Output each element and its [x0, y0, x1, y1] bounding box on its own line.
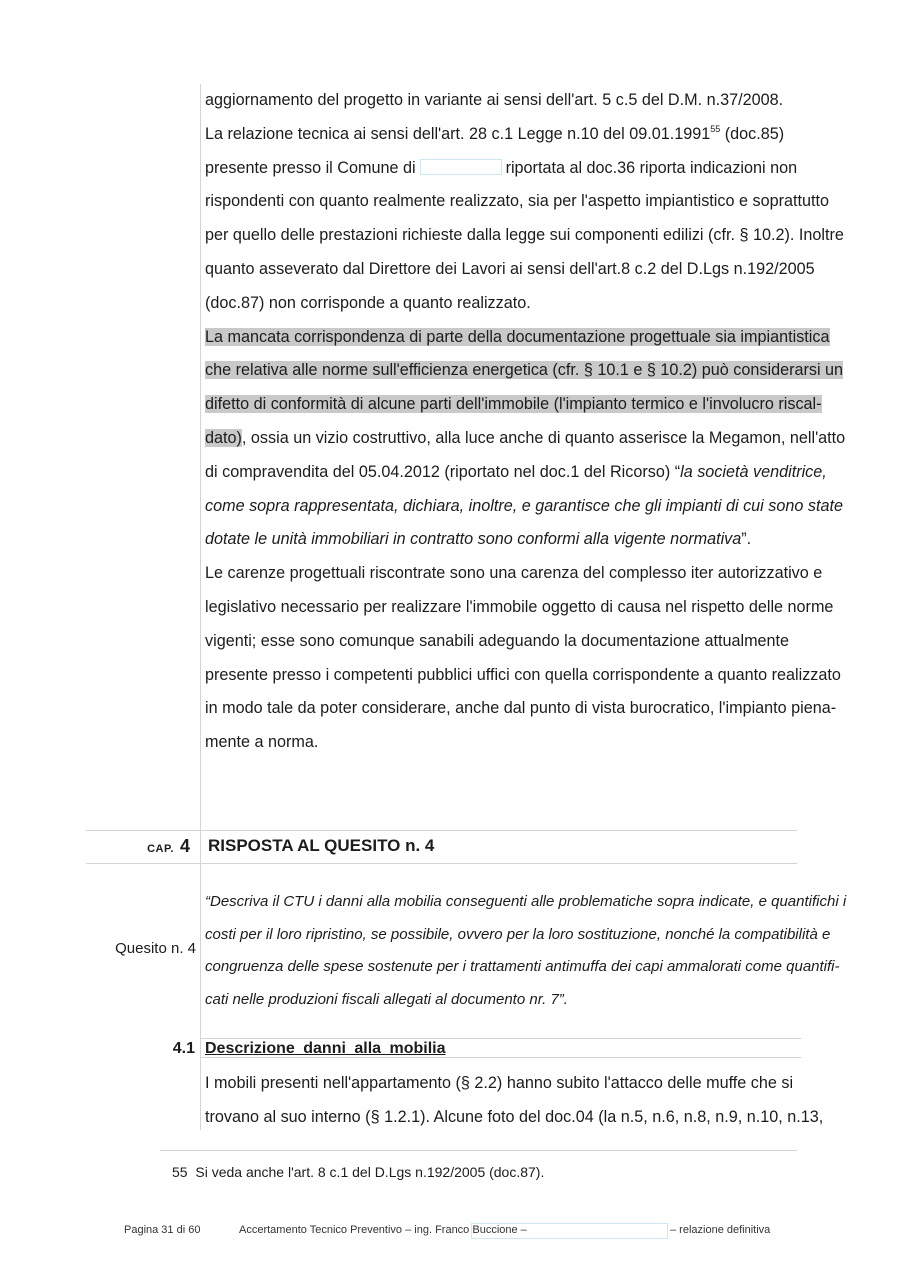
- section-paragraph: [205, 1067, 824, 1135]
- text-line: mente a norma.: [205, 733, 319, 752]
- text-line: [205, 456, 827, 490]
- quoted-text: la società venditrice,: [680, 462, 827, 481]
- text-line: rispondenti con quanto realmente realizzato, sia per l'aspetto impiantistico e soprattutto: [205, 192, 829, 211]
- quoted-text: dotate le unità immobiliari in contratto sono conformi alla vigente normativa: [205, 530, 742, 549]
- chapter-rule-bottom: [86, 863, 797, 864]
- footnote: [172, 1164, 544, 1180]
- text-line: I mobili presenti nell'appartamento (§ 2.2) hanno subito l'attacco delle muffe che si: [205, 1074, 794, 1092]
- section-rule-top: [200, 1038, 801, 1039]
- quesito-line: cati nelle produzioni fiscali allegati al documento nr. 7”.: [205, 990, 568, 1008]
- chapter-title: RISPOSTA AL QUESITO n. 4: [208, 836, 435, 855]
- text-line: [205, 388, 822, 422]
- footnote-separator: [160, 1150, 797, 1151]
- highlighted-text: La mancata corrispondenza di parte della documentazione progettuale sia impiantistica: [205, 327, 830, 346]
- quesito-line: congruenza delle spese sostenute per i trattamenti antimuffa dei capi ammalorati come quantifi-: [205, 958, 840, 975]
- footer-suffix: – relazione definitiva: [670, 1224, 771, 1236]
- text-line: (doc.87) non corrisponde a quanto realizzato.: [205, 293, 531, 312]
- text-line: [205, 152, 797, 186]
- text-segment: riportata al doc.36 riporta indicazioni non: [505, 158, 798, 177]
- text-line: [205, 523, 797, 557]
- chapter-prefix: CAP.: [147, 843, 174, 855]
- footnote-text: Si veda anche l'art. 8 c.1 del D.Lgs n.192/2005 (doc.87).: [195, 1164, 545, 1180]
- quoted-text-line: come sopra rappresentata, dichiara, inoltre, e garantisce che gli impianti di cui sono state: [205, 496, 843, 515]
- section-number: 4.1: [172, 1040, 195, 1057]
- redacted-field: [420, 159, 502, 175]
- footnote-number: 55: [172, 1164, 188, 1180]
- text-line: trovano al suo interno (§ 1.2.1). Alcune foto del doc.04 (la n.5, n.6, n.8, n.9, n.10, n.13,: [205, 1107, 824, 1126]
- text-line: [205, 422, 846, 456]
- quesito-text: [205, 886, 847, 1016]
- margin-rule: [200, 84, 201, 1130]
- text-line: [205, 354, 844, 388]
- text-line: quanto asseverato dal Direttore dei Lavori ai sensi dell'art.8 c.2 del D.Lgs n.192/2005: [205, 259, 815, 278]
- text-line: presente presso i competenti pubblici uffici con quella corrispondente a quanto realizzato: [205, 665, 841, 684]
- footer-page-number: Pagina 31 di 60: [124, 1224, 201, 1236]
- footer-title: Accertamento Tecnico Preventivo – ing. Franco Buccione –: [239, 1224, 527, 1236]
- text-line: Le carenze progettuali riscontrate sono una carenza del complesso iter autorizzativo e: [205, 564, 823, 583]
- footer-redacted-field: [471, 1223, 668, 1239]
- text-segment: di compravendita del 05.04.2012 (riportato nel doc.1 del Ricorso) “: [205, 462, 681, 481]
- text-line: [205, 321, 830, 355]
- chapter-rule-top: [86, 830, 797, 831]
- text-segment: ”.: [741, 530, 752, 549]
- highlighted-text: difetto di conformità di alcune parti dell'immobile (l'impianto termico e l'involucro riscal-: [205, 395, 822, 414]
- highlighted-text: che relativa alle norme sull'efficienza energetica (cfr. § 10.1 e § 10.2) può considerarsi un: [205, 361, 844, 380]
- quesito-label: Quesito n. 4: [115, 940, 196, 957]
- text-line: vigenti; esse sono comunque sanabili adeguando la documentazione attualmente: [205, 631, 790, 650]
- text-line: per quello delle prestazioni richieste dalla legge sui componenti edilizi (cfr. § 10.2). Inoltre: [205, 226, 844, 245]
- text-line: [205, 118, 797, 152]
- quesito-line: costi per il loro ripristino, se possibile, ovvero per la loro sostituzione, nonché la compatibilità e: [205, 925, 831, 943]
- quesito-line: “Descriva il CTU i danni alla mobilia conseguenti alle problematiche sopra indicate, e quantifichi i: [205, 893, 847, 910]
- text-line: aggiornamento del progetto in variante ai sensi dell'art. 5 c.5 del D.M. n.37/2008.: [205, 91, 784, 109]
- text-line: in modo tale da poter considerare, anche dal punto di vista burocratico, l'impianto piena-: [205, 699, 837, 718]
- text-segment: (doc.85): [724, 124, 785, 143]
- chapter-label: [100, 836, 190, 857]
- text-segment: La relazione tecnica ai sensi dell'art. 28 c.1 Legge n.10 del 09.01.1991: [205, 124, 711, 143]
- footnote-ref: 55: [710, 123, 721, 134]
- text-line: legislativo necessario per realizzare l'immobile oggetto di causa nel rispetto delle norme: [205, 597, 834, 616]
- highlighted-text: dato): [205, 428, 242, 447]
- section-title: Descrizione danni alla mobilia: [205, 1040, 446, 1057]
- text-segment: , ossia un vizio costruttivo, alla luce anche di quanto asserisce la Megamon, nell'atto: [241, 428, 846, 447]
- chapter-number: 4: [179, 836, 190, 856]
- section-rule-bottom: [200, 1057, 801, 1058]
- text-segment: presente presso il Comune di: [205, 158, 416, 177]
- body-paragraphs: [205, 84, 846, 760]
